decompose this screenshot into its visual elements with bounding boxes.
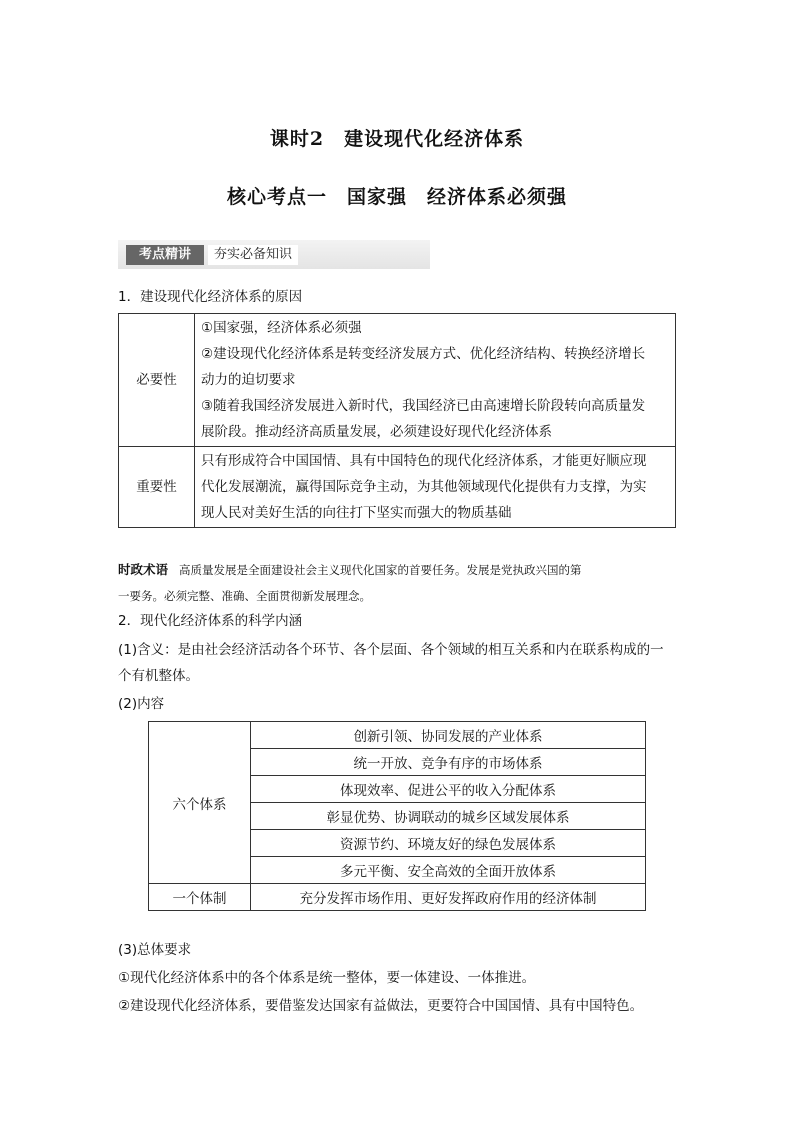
overall-line: ②建设现代化经济体系，要借鉴发达国家有益做法，更要符合中国国情、具有中国特色。	[118, 998, 644, 1014]
note-line: 一要务。必须完整、准确、全面贯彻新发展理念。	[118, 589, 371, 603]
necessity-line: ②建设现代化经济体系是转变经济发展方式、优化经济结构、转换经济增长	[201, 346, 646, 362]
lesson-title: 课时2 建设现代化经济体系	[269, 128, 525, 150]
table-row	[119, 447, 676, 528]
meaning-line: (1)含义：是由社会经济活动各个环节、各个层面、各个领域的相互关系和内在联系构成的一	[118, 642, 664, 658]
table-row	[149, 722, 646, 749]
six-systems-label: 六个体系	[149, 722, 251, 884]
overall-line: ①现代化经济体系中的各个体系是统一整体，要一体建设、一体推进。	[118, 970, 536, 986]
necessity-line: 动力的迫切要求	[201, 372, 296, 388]
system-item: 创新引领、协同发展的产业体系	[251, 722, 646, 749]
system-item: 资源节约、环境友好的绿色发展体系	[251, 830, 646, 857]
importance-line: 只有形成符合中国国情、具有中国特色的现代化经济体系，才能更好顺应现	[201, 453, 647, 469]
necessity-content	[195, 314, 676, 447]
system-item: 彰显优势、协调联动的城乡区域发展体系	[251, 803, 646, 830]
content-table	[148, 721, 646, 911]
banner-tag: 考点精讲	[126, 245, 204, 265]
overall-heading: (3)总体要求	[118, 942, 192, 958]
banner-subtitle: 夯实必备知识	[208, 245, 298, 265]
note-label: 时政术语	[118, 562, 169, 577]
reasons-table	[118, 313, 676, 528]
note-text: 高质量发展是全面建设社会主义现代化国家的首要任务。发展是党执政兴国的第	[178, 563, 582, 577]
section-title: 核心考点一 国家强 经济体系必须强	[226, 186, 567, 208]
meaning-line: 个有机整体。	[118, 668, 199, 684]
necessity-line: ①国家强，经济体系必须强	[201, 320, 362, 336]
note-line	[118, 557, 678, 583]
importance-label: 重要性	[119, 447, 195, 528]
content-heading: (2)内容	[118, 696, 165, 712]
table-row	[119, 314, 676, 447]
mechanism-item: 充分发挥市场作用、更好发挥政府作用的经济体制	[251, 884, 646, 911]
importance-line: 现人民对美好生活的向往打下坚实而强大的物质基础	[201, 505, 512, 521]
necessity-label: 必要性	[119, 314, 195, 447]
system-item: 体现效率、促进公平的收入分配体系	[251, 776, 646, 803]
section1-heading: 1．建设现代化经济体系的原因	[118, 289, 303, 305]
topic-banner	[118, 240, 430, 269]
system-item: 统一开放、竞争有序的市场体系	[251, 749, 646, 776]
one-mechanism-label: 一个体制	[149, 884, 251, 911]
importance-content	[195, 447, 676, 528]
necessity-line: ③随着我国经济发展进入新时代，我国经济已由高速增长阶段转向高质量发	[201, 398, 646, 414]
table-row	[149, 884, 646, 911]
importance-line: 代化发展潮流，赢得国际竞争主动，为其他领域现代化提供有力支撑，为实	[201, 479, 647, 495]
system-item: 多元平衡、安全高效的全面开放体系	[251, 857, 646, 884]
necessity-line: 展阶段。推动经济高质量发展，必须建设好现代化经济体系	[201, 424, 552, 440]
current-affairs-note	[118, 557, 678, 609]
section2-heading: 2．现代化经济体系的科学内涵	[118, 613, 303, 629]
